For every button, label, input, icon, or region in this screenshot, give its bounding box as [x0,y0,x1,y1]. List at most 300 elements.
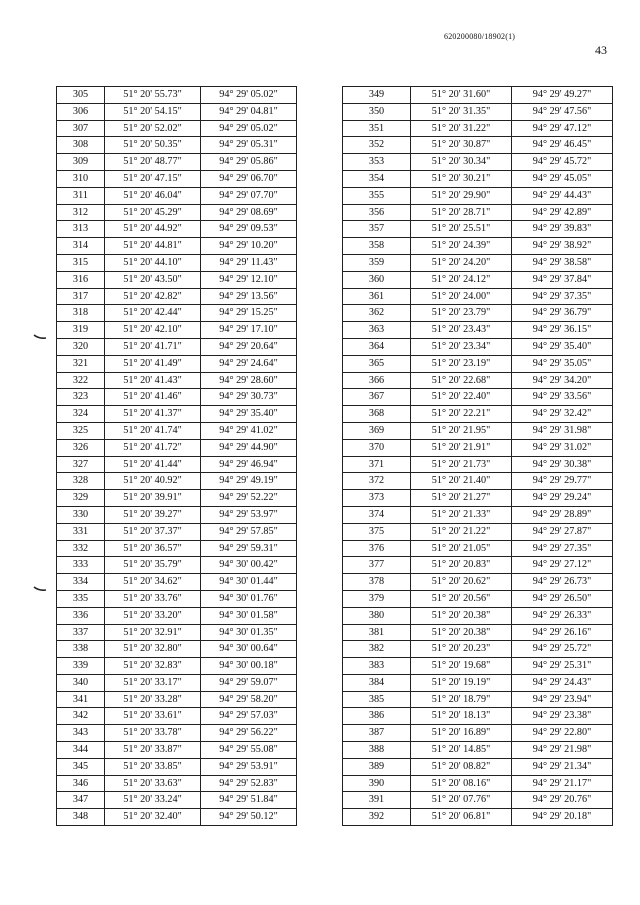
table-row [343,204,613,221]
point-number-cell: 330 [57,506,105,523]
latitude-cell: 51° 20' 44.92" [105,221,201,238]
point-number-cell: 389 [343,758,411,775]
table-row [343,87,613,104]
longitude-cell: 94° 29' 45.05" [512,170,613,187]
point-number-cell: 379 [343,590,411,607]
table-row [57,624,297,641]
table-row [57,305,297,322]
longitude-cell: 94° 29' 13.56" [201,288,297,305]
latitude-cell: 51° 20' 32.91" [105,624,201,641]
latitude-cell: 51° 20' 32.83" [105,658,201,675]
point-number-cell: 327 [57,456,105,473]
table-row [57,187,297,204]
longitude-cell: 94° 29' 08.69" [201,204,297,221]
latitude-cell: 51° 20' 33.85" [105,758,201,775]
longitude-cell: 94° 29' 35.40" [512,338,613,355]
latitude-cell: 51° 20' 42.82" [105,288,201,305]
point-number-cell: 381 [343,624,411,641]
latitude-cell: 51° 20' 21.05" [411,540,512,557]
latitude-cell: 51° 20' 20.56" [411,590,512,607]
latitude-cell: 51° 20' 21.33" [411,506,512,523]
point-number-cell: 332 [57,540,105,557]
longitude-cell: 94° 30' 00.18" [201,658,297,675]
point-number-cell: 339 [57,658,105,675]
margin-binding-mark [33,586,47,592]
longitude-cell: 94° 29' 57.85" [201,523,297,540]
latitude-cell: 51° 20' 22.21" [411,406,512,423]
latitude-cell: 51° 20' 32.80" [105,641,201,658]
latitude-cell: 51° 20' 20.23" [411,641,512,658]
table-row [57,658,297,675]
point-number-cell: 343 [57,725,105,742]
table-row [343,490,613,507]
longitude-cell: 94° 29' 20.64" [201,338,297,355]
point-number-cell: 346 [57,775,105,792]
longitude-cell: 94° 29' 17.10" [201,322,297,339]
point-number-cell: 323 [57,389,105,406]
longitude-cell: 94° 29' 27.87" [512,523,613,540]
longitude-cell: 94° 29' 12.10" [201,271,297,288]
point-number-cell: 360 [343,271,411,288]
longitude-cell: 94° 29' 52.22" [201,490,297,507]
longitude-cell: 94° 29' 04.81" [201,103,297,120]
point-number-cell: 345 [57,758,105,775]
point-number-cell: 317 [57,288,105,305]
latitude-cell: 51° 20' 20.38" [411,607,512,624]
table-row [343,624,613,641]
point-number-cell: 329 [57,490,105,507]
latitude-cell: 51° 20' 07.76" [411,792,512,809]
latitude-cell: 51° 20' 14.85" [411,742,512,759]
latitude-cell: 51° 20' 21.40" [411,473,512,490]
latitude-cell: 51° 20' 33.20" [105,607,201,624]
longitude-cell: 94° 29' 30.38" [512,456,613,473]
table-row [343,154,613,171]
longitude-cell: 94° 29' 42.89" [512,204,613,221]
longitude-cell: 94° 29' 30.73" [201,389,297,406]
longitude-cell: 94° 29' 46.45" [512,137,613,154]
latitude-cell: 51° 20' 33.17" [105,674,201,691]
point-number-cell: 369 [343,422,411,439]
longitude-cell: 94° 29' 22.80" [512,725,613,742]
point-number-cell: 368 [343,406,411,423]
table-row [343,775,613,792]
point-number-cell: 358 [343,238,411,255]
latitude-cell: 51° 20' 33.24" [105,792,201,809]
table-row [343,758,613,775]
table-row [57,103,297,120]
longitude-cell: 94° 29' 56.22" [201,725,297,742]
latitude-cell: 51° 20' 41.74" [105,422,201,439]
table-row [343,221,613,238]
point-number-cell: 316 [57,271,105,288]
point-number-cell: 366 [343,372,411,389]
latitude-cell: 51° 20' 21.91" [411,439,512,456]
longitude-cell: 94° 29' 33.56" [512,389,613,406]
table-row [343,540,613,557]
point-number-cell: 315 [57,254,105,271]
longitude-cell: 94° 29' 05.86" [201,154,297,171]
table-row [57,792,297,809]
table-row [57,540,297,557]
point-number-cell: 320 [57,338,105,355]
table-row [57,137,297,154]
table-row [343,523,613,540]
latitude-cell: 51° 20' 21.73" [411,456,512,473]
latitude-cell: 51° 20' 32.40" [105,809,201,826]
point-number-cell: 308 [57,137,105,154]
longitude-cell: 94° 29' 38.58" [512,254,613,271]
point-number-cell: 322 [57,372,105,389]
longitude-cell: 94° 30' 00.64" [201,641,297,658]
latitude-cell: 51° 20' 23.79" [411,305,512,322]
longitude-cell: 94° 29' 44.90" [201,439,297,456]
longitude-cell: 94° 29' 27.35" [512,540,613,557]
longitude-cell: 94° 29' 37.84" [512,271,613,288]
latitude-cell: 51° 20' 50.35" [105,137,201,154]
latitude-cell: 51° 20' 21.22" [411,523,512,540]
point-number-cell: 357 [343,221,411,238]
latitude-cell: 51° 20' 21.95" [411,422,512,439]
table-row [57,238,297,255]
longitude-cell: 94° 29' 20.18" [512,809,613,826]
table-row [343,187,613,204]
longitude-cell: 94° 30' 01.44" [201,574,297,591]
longitude-cell: 94° 29' 34.20" [512,372,613,389]
latitude-cell: 51° 20' 33.28" [105,691,201,708]
table-row [57,322,297,339]
latitude-cell: 51° 20' 25.51" [411,221,512,238]
point-number-cell: 305 [57,87,105,104]
latitude-cell: 51° 20' 45.29" [105,204,201,221]
point-number-cell: 350 [343,103,411,120]
longitude-cell: 94° 29' 53.97" [201,506,297,523]
table-row [343,439,613,456]
point-number-cell: 328 [57,473,105,490]
longitude-cell: 94° 29' 47.56" [512,103,613,120]
longitude-cell: 94° 30' 00.42" [201,557,297,574]
table-row [343,792,613,809]
latitude-cell: 51° 20' 39.91" [105,490,201,507]
longitude-cell: 94° 29' 26.73" [512,574,613,591]
longitude-cell: 94° 29' 59.31" [201,540,297,557]
latitude-cell: 51° 20' 54.15" [105,103,201,120]
latitude-cell: 51° 20' 23.34" [411,338,512,355]
table-row [57,87,297,104]
point-number-cell: 391 [343,792,411,809]
latitude-cell: 51° 20' 48.77" [105,154,201,171]
table-row [57,406,297,423]
table-row [343,506,613,523]
longitude-cell: 94° 29' 21.34" [512,758,613,775]
table-row [57,372,297,389]
table-row [57,506,297,523]
table-row [343,641,613,658]
point-number-cell: 387 [343,725,411,742]
point-number-cell: 361 [343,288,411,305]
latitude-cell: 51° 20' 23.43" [411,322,512,339]
table-row [57,355,297,372]
point-number-cell: 375 [343,523,411,540]
latitude-cell: 51° 20' 41.46" [105,389,201,406]
point-number-cell: 382 [343,641,411,658]
table-row [343,691,613,708]
margin-binding-mark [33,334,47,340]
longitude-cell: 94° 30' 01.35" [201,624,297,641]
point-number-cell: 312 [57,204,105,221]
table-row [343,322,613,339]
latitude-cell: 51° 20' 24.12" [411,271,512,288]
point-number-cell: 342 [57,708,105,725]
point-number-cell: 380 [343,607,411,624]
table-row [343,254,613,271]
longitude-cell: 94° 29' 25.72" [512,641,613,658]
longitude-cell: 94° 29' 06.70" [201,170,297,187]
point-number-cell: 347 [57,792,105,809]
latitude-cell: 51° 20' 22.68" [411,372,512,389]
point-number-cell: 371 [343,456,411,473]
latitude-cell: 51° 20' 42.44" [105,305,201,322]
longitude-cell: 94° 29' 46.94" [201,456,297,473]
table-row [57,170,297,187]
longitude-cell: 94° 29' 05.02" [201,87,297,104]
longitude-cell: 94° 29' 20.76" [512,792,613,809]
latitude-cell: 51° 20' 41.72" [105,439,201,456]
latitude-cell: 51° 20' 37.37" [105,523,201,540]
table-row [57,473,297,490]
point-number-cell: 307 [57,120,105,137]
latitude-cell: 51° 20' 55.73" [105,87,201,104]
table-row [343,372,613,389]
table-row [57,490,297,507]
page-number: 43 [595,43,607,57]
longitude-cell: 94° 29' 05.02" [201,120,297,137]
longitude-cell: 94° 30' 01.58" [201,607,297,624]
latitude-cell: 51° 20' 20.83" [411,557,512,574]
point-number-cell: 333 [57,557,105,574]
table-row [343,170,613,187]
latitude-cell: 51° 20' 33.87" [105,742,201,759]
latitude-cell: 51° 20' 31.35" [411,103,512,120]
point-number-cell: 335 [57,590,105,607]
table-row [343,674,613,691]
latitude-cell: 51° 20' 30.87" [411,137,512,154]
table-row [57,590,297,607]
point-number-cell: 324 [57,406,105,423]
longitude-cell: 94° 29' 26.16" [512,624,613,641]
point-number-cell: 311 [57,187,105,204]
latitude-cell: 51° 20' 40.92" [105,473,201,490]
table-row [343,389,613,406]
latitude-cell: 51° 20' 20.62" [411,574,512,591]
point-number-cell: 334 [57,574,105,591]
point-number-cell: 362 [343,305,411,322]
latitude-cell: 51° 20' 08.16" [411,775,512,792]
longitude-cell: 94° 29' 50.12" [201,809,297,826]
latitude-cell: 51° 20' 44.81" [105,238,201,255]
table-row [343,137,613,154]
table-row [57,389,297,406]
point-number-cell: 344 [57,742,105,759]
longitude-cell: 94° 29' 57.03" [201,708,297,725]
table-row [343,120,613,137]
table-row [57,708,297,725]
table-row [57,725,297,742]
latitude-cell: 51° 20' 20.38" [411,624,512,641]
table-row [343,607,613,624]
longitude-cell: 94° 29' 23.38" [512,708,613,725]
longitude-cell: 94° 29' 15.25" [201,305,297,322]
longitude-cell: 94° 29' 39.83" [512,221,613,238]
table-row [343,809,613,826]
point-number-cell: 321 [57,355,105,372]
longitude-cell: 94° 29' 35.40" [201,406,297,423]
table-row [343,103,613,120]
point-number-cell: 338 [57,641,105,658]
latitude-cell: 51° 20' 41.37" [105,406,201,423]
latitude-cell: 51° 20' 41.43" [105,372,201,389]
table-row [343,574,613,591]
longitude-cell: 94° 29' 09.53" [201,221,297,238]
longitude-cell: 94° 29' 49.19" [201,473,297,490]
latitude-cell: 51° 20' 24.20" [411,254,512,271]
table-row [343,557,613,574]
table-row [343,271,613,288]
table-row [343,355,613,372]
table-row [343,725,613,742]
point-number-cell: 314 [57,238,105,255]
longitude-cell: 94° 29' 29.77" [512,473,613,490]
longitude-cell: 94° 29' 47.12" [512,120,613,137]
point-number-cell: 313 [57,221,105,238]
latitude-cell: 51° 20' 41.49" [105,355,201,372]
table-row [57,809,297,826]
longitude-cell: 94° 29' 55.08" [201,742,297,759]
point-number-cell: 353 [343,154,411,171]
table-row [57,254,297,271]
longitude-cell: 94° 29' 45.72" [512,154,613,171]
longitude-cell: 94° 29' 52.83" [201,775,297,792]
table-row [57,338,297,355]
latitude-cell: 51° 20' 31.60" [411,87,512,104]
longitude-cell: 94° 29' 38.92" [512,238,613,255]
longitude-cell: 94° 29' 35.05" [512,355,613,372]
point-number-cell: 363 [343,322,411,339]
longitude-cell: 94° 29' 41.02" [201,422,297,439]
table-row [57,674,297,691]
longitude-cell: 94° 29' 31.98" [512,422,613,439]
point-number-cell: 318 [57,305,105,322]
longitude-cell: 94° 29' 53.91" [201,758,297,775]
longitude-cell: 94° 29' 29.24" [512,490,613,507]
table-row [343,338,613,355]
table-row [343,658,613,675]
table-row [343,473,613,490]
table-row [343,742,613,759]
latitude-cell: 51° 20' 18.79" [411,691,512,708]
latitude-cell: 51° 20' 42.10" [105,322,201,339]
latitude-cell: 51° 20' 34.62" [105,574,201,591]
table-row [57,607,297,624]
longitude-cell: 94° 29' 32.42" [512,406,613,423]
longitude-cell: 94° 29' 07.70" [201,187,297,204]
table-row [343,305,613,322]
point-number-cell: 367 [343,389,411,406]
point-number-cell: 349 [343,87,411,104]
point-number-cell: 331 [57,523,105,540]
point-number-cell: 359 [343,254,411,271]
latitude-cell: 51° 20' 39.27" [105,506,201,523]
point-number-cell: 373 [343,490,411,507]
latitude-cell: 51° 20' 44.10" [105,254,201,271]
latitude-cell: 51° 20' 29.90" [411,187,512,204]
point-number-cell: 310 [57,170,105,187]
point-number-cell: 386 [343,708,411,725]
table-row [57,120,297,137]
table-row [57,641,297,658]
point-number-cell: 326 [57,439,105,456]
table-row [57,557,297,574]
point-number-cell: 370 [343,439,411,456]
longitude-cell: 94° 29' 51.84" [201,792,297,809]
point-number-cell: 319 [57,322,105,339]
point-number-cell: 390 [343,775,411,792]
longitude-cell: 94° 29' 10.20" [201,238,297,255]
point-number-cell: 352 [343,137,411,154]
point-number-cell: 372 [343,473,411,490]
table-row [343,288,613,305]
latitude-cell: 51° 20' 52.02" [105,120,201,137]
point-number-cell: 354 [343,170,411,187]
table-row [343,708,613,725]
point-number-cell: 388 [343,742,411,759]
latitude-cell: 51° 20' 16.89" [411,725,512,742]
table-row [57,204,297,221]
latitude-cell: 51° 20' 24.00" [411,288,512,305]
latitude-cell: 51° 20' 31.22" [411,120,512,137]
table-row [57,154,297,171]
coordinates-table-right [342,86,613,826]
table-row [57,271,297,288]
latitude-cell: 51° 20' 41.44" [105,456,201,473]
point-number-cell: 309 [57,154,105,171]
longitude-cell: 94° 29' 58.20" [201,691,297,708]
longitude-cell: 94° 29' 28.89" [512,506,613,523]
longitude-cell: 94° 29' 36.79" [512,305,613,322]
point-number-cell: 351 [343,120,411,137]
longitude-cell: 94° 29' 05.31" [201,137,297,154]
point-number-cell: 325 [57,422,105,439]
longitude-cell: 94° 29' 36.15" [512,322,613,339]
table-row [57,456,297,473]
latitude-cell: 51° 20' 35.79" [105,557,201,574]
point-number-cell: 336 [57,607,105,624]
longitude-cell: 94° 29' 24.43" [512,674,613,691]
latitude-cell: 51° 20' 43.50" [105,271,201,288]
point-number-cell: 337 [57,624,105,641]
latitude-cell: 51° 20' 30.21" [411,170,512,187]
latitude-cell: 51° 20' 41.71" [105,338,201,355]
latitude-cell: 51° 20' 21.27" [411,490,512,507]
latitude-cell: 51° 20' 19.19" [411,674,512,691]
table-row [343,456,613,473]
point-number-cell: 384 [343,674,411,691]
longitude-cell: 94° 29' 59.07" [201,674,297,691]
longitude-cell: 94° 29' 28.60" [201,372,297,389]
point-number-cell: 356 [343,204,411,221]
longitude-cell: 94° 29' 23.94" [512,691,613,708]
latitude-cell: 51° 20' 06.81" [411,809,512,826]
